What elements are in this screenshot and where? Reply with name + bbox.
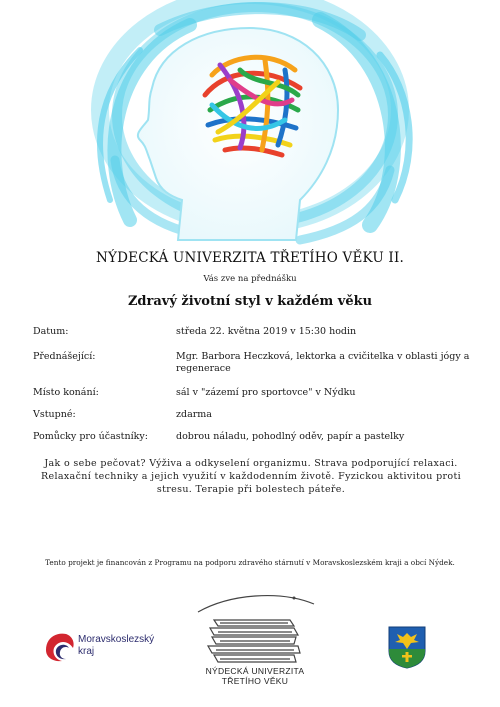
detail-label: Vstupné:: [33, 409, 76, 420]
head-brain-illustration: [0, 0, 500, 245]
region-logo-line: Moravskoslezský: [78, 634, 155, 645]
university-logo: [190, 590, 320, 690]
coat-of-arms-icon: [387, 625, 427, 669]
region-logo-text: [78, 634, 154, 658]
detail-value: Mgr. Barbora Heczková, lektorka a cvičitelka v oblasti jógy a regenerace: [176, 351, 470, 374]
detail-value: zdarma: [176, 409, 212, 420]
detail-value: dobrou náladu, pohodlný oděv, papír a pastelky: [176, 431, 405, 442]
university-logo-text: [190, 666, 320, 686]
detail-label: Místo konání:: [33, 387, 99, 398]
coat-of-arms: [387, 625, 427, 669]
books-icon: [190, 590, 320, 666]
detail-value: středa 22. května 2019 v 15:30 hodin: [176, 326, 357, 337]
detail-label: Pomůcky pro účastníky:: [33, 431, 148, 442]
university-logo-line: NÝDECKÁ UNIVERZITA: [205, 666, 305, 676]
lecture-summary: Jak o sebe pečovat? Výživa a odkyselení organizmu. Strava podporující relaxaci. Relaxační techniky a jejich využití v každodenním životě. Fyzickou aktivitou proti stresu. Terapie při bolestech páteře.: [40, 458, 462, 495]
hero-illustration: [0, 0, 500, 245]
region-logo-line: kraj: [78, 646, 95, 657]
detail-value: sál v "zázemí pro sportovce" v Nýdku: [176, 387, 356, 398]
detail-label: Přednášející:: [33, 351, 96, 362]
lecture-title: Zdravý životní styl v každém věku: [127, 294, 373, 309]
funding-note: Tento projekt je financován z Programu na podporu zdravého stárnutí v Moravskoslezském kraji a obcí Nýdek.: [45, 558, 455, 567]
detail-label: Datum:: [33, 326, 69, 337]
university-logo-line: TŘETÍHO VĚKU: [221, 676, 289, 686]
region-logo: [42, 628, 162, 668]
organization-title: NÝDECKÁ UNIVERZITA TŘETÍHO VĚKU II.: [96, 250, 404, 266]
invitation-text: Vás zve na přednášku: [203, 274, 297, 284]
region-logo-icon: [42, 628, 78, 664]
